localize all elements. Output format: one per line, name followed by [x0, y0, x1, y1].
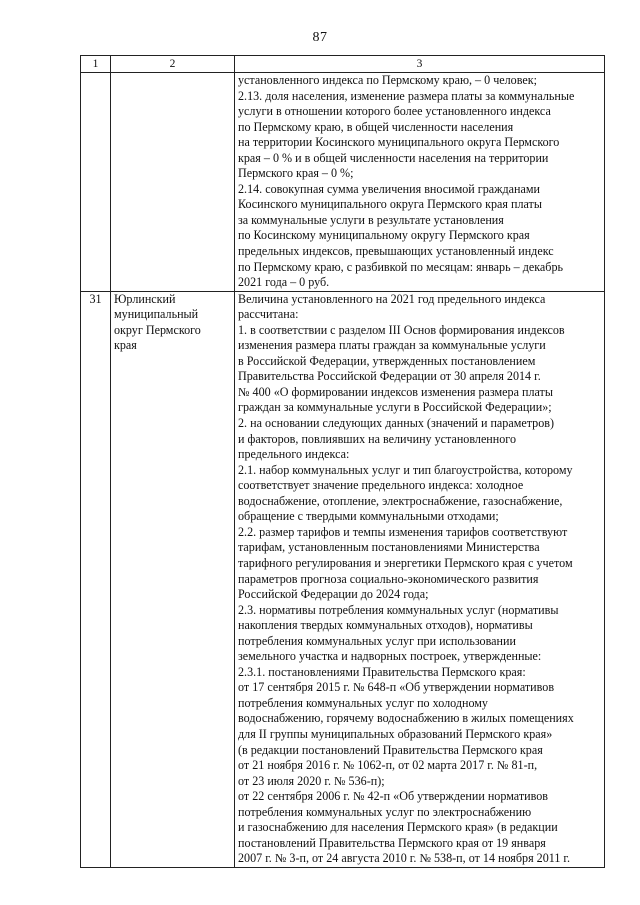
- text-line: рассчитана:: [238, 307, 299, 322]
- text-line: 2.3.1. постановлениями Правительства Пермского края:: [238, 664, 526, 679]
- text-line: для II группы муниципальных образований Пермского края»: [238, 726, 553, 741]
- municipality-cell: [111, 291, 235, 867]
- document-table: [80, 55, 605, 868]
- text-line: 2.1. набор коммунальных услуг и тип благоустройства, которому: [238, 462, 573, 477]
- municipality-cell: [111, 73, 235, 292]
- column-header-1: 1: [81, 56, 111, 73]
- description-cell: [235, 291, 605, 867]
- text-line: земельного участка и надворных построек, утвержденные:: [238, 649, 542, 664]
- text-line: потребления коммунальных услуг по холодному: [238, 695, 488, 710]
- text-line: параметров прогноза социально-экономического развития: [238, 571, 539, 586]
- description-cell: [235, 73, 605, 292]
- text-line: Российской Федерации до 2024 года;: [238, 587, 429, 602]
- text-line: в Российской Федерации, утвержденных постановлением: [238, 353, 536, 368]
- text-line: потребления коммунальных услуг при использовании: [238, 633, 516, 648]
- text-line: 2007 г. № 3-п, от 24 августа 2010 г. № 538-п, от 14 ноября 2011 г.: [238, 851, 571, 866]
- text-line: Косинского муниципального округа Пермского края платы: [238, 197, 542, 212]
- text-line: водоснабжение, отопление, электроснабжение, газоснабжение,: [238, 493, 563, 508]
- text-line: 2021 года – 0 руб.: [238, 275, 330, 290]
- text-line: изменения размера платы граждан за коммунальные услуги: [238, 338, 546, 353]
- text-line: Правительства Российской Федерации от 30 апреля 2014 г.: [238, 369, 541, 384]
- text-line: и газоснабжению для населения Пермского края» (в редакции: [238, 820, 558, 835]
- municipality-name-line: края: [114, 338, 137, 353]
- municipality-name-line: округ Пермского: [114, 322, 201, 337]
- text-line: 2.3. нормативы потребления коммунальных услуг (нормативы: [238, 602, 559, 617]
- page-number: 87: [312, 30, 328, 45]
- text-line: края – 0 % и в общей численности населения на территории: [238, 150, 549, 165]
- text-line: от 17 сентября 2015 г. № 648-п «Об утверждении нормативов: [238, 680, 555, 695]
- table-row-31: [81, 291, 605, 867]
- municipality-name-line: Юрлинский: [114, 291, 176, 306]
- text-line: на территории Косинского муниципального округа Пермского: [238, 135, 560, 150]
- text-line: 2.13. доля населения, изменение размера платы за коммунальные: [238, 88, 575, 103]
- text-line: тарифного регулирования и энергетики Пермского края с учетом: [238, 555, 573, 570]
- text-line: 2.14. совокупная сумма увеличения вносимой гражданами: [238, 181, 540, 196]
- text-line: за коммунальные услуги в результате установления: [238, 212, 504, 227]
- text-line: по Пермскому краю, с разбивкой по месяцам: январь – декабрь: [238, 259, 564, 274]
- text-line: от 22 сентября 2006 г. № 42-п «Об утверждении нормативов: [238, 789, 548, 804]
- text-line: тарифам, установленным постановлениями Министерства: [238, 540, 540, 555]
- text-line: потребления коммунальных услуг по электроснабжению: [238, 804, 532, 819]
- text-line: от 21 ноября 2016 г. № 1062-п, от 02 марта 2017 г. № 81-п,: [238, 758, 538, 773]
- text-line: 2. на основании следующих данных (значений и параметров): [238, 416, 554, 431]
- text-line: установленного индекса по Пермскому краю, – 0 человек;: [238, 73, 537, 87]
- text-line: 2.2. размер тарифов и темпы изменения тарифов соответствуют: [238, 524, 568, 539]
- municipality-name-line: муниципальный: [114, 307, 199, 322]
- text-line: по Косинскому муниципальному округу Пермского края: [238, 228, 530, 243]
- column-header-3: 3: [235, 56, 605, 73]
- text-line: по Пермскому краю, в общей численности населения: [238, 119, 514, 134]
- text-line: обращение с твердыми коммунальными отходами;: [238, 509, 499, 524]
- text-line: соответствует значение предельного индекса: холодное: [238, 478, 524, 493]
- table-header-row: [81, 56, 605, 73]
- text-line: постановлений Правительства Пермского края от 19 января: [238, 835, 546, 850]
- text-line: от 23 июля 2020 г. № 536-п);: [238, 773, 385, 788]
- table-row-continuation: [81, 73, 605, 292]
- text-line: граждан за коммунальные услуги в Российской Федерации»;: [238, 400, 552, 415]
- text-line: предельных индексов, превышающих установленный индекс: [238, 244, 554, 259]
- text-line: предельного индекса:: [238, 447, 350, 462]
- text-line: услуги в отношении которого более установленного индекса: [238, 104, 551, 119]
- column-header-2: 2: [111, 56, 235, 73]
- row-number: [81, 73, 111, 292]
- text-line: № 400 «О формировании индексов изменения размера платы: [238, 384, 553, 399]
- text-line: (в редакции постановлений Правительства Пермского края: [238, 742, 543, 757]
- text-line: 1. в соответствии с разделом III Основ формирования индексов: [238, 322, 565, 337]
- text-line: Величина установленного на 2021 год предельного индекса: [238, 291, 546, 306]
- text-line: водоснабжению, горячему водоснабжению в жилых помещениях: [238, 711, 574, 726]
- text-line: Пермского края – 0 %;: [238, 166, 354, 181]
- row-number: 31: [81, 291, 111, 867]
- text-line: накопления твердых коммунальных отходов), нормативы: [238, 618, 533, 633]
- text-line: и факторов, повлиявших на величину установленного: [238, 431, 517, 446]
